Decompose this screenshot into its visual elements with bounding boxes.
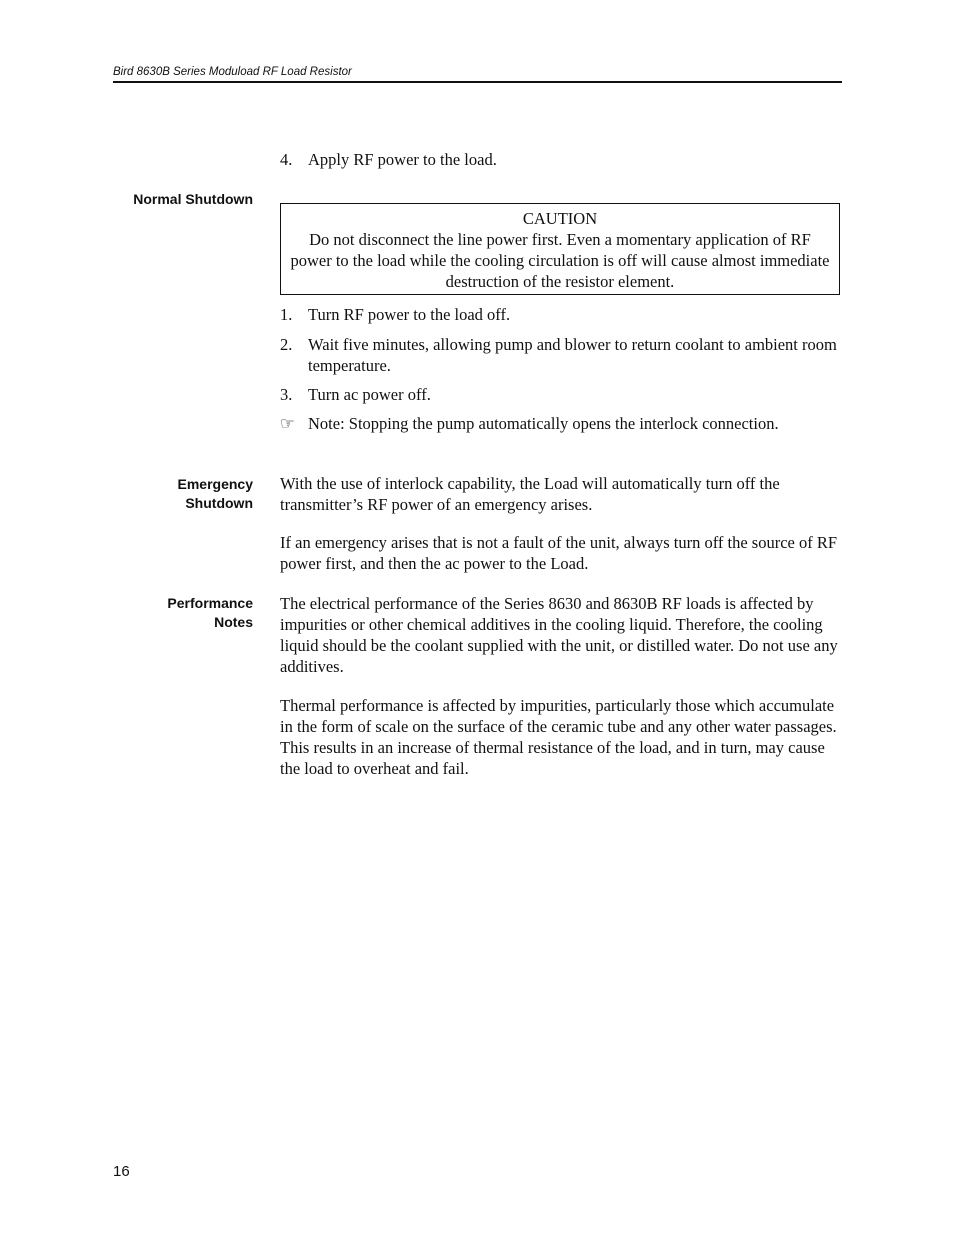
- caution-title: CAUTION: [522, 209, 598, 228]
- caution-box: [280, 203, 840, 295]
- heading-line: Notes: [214, 614, 253, 630]
- performance-paragraph-1: The electrical performance of the Series 8630 and 8630B RF loads is affected by impurities or other chemical additives in the cooling liquid. Therefore, the cooling liquid should be the coolant supplied with the unit, or distilled water. Do not use any additives.: [280, 594, 838, 676]
- step-number: 4.: [280, 150, 293, 169]
- shutdown-step-2: [280, 334, 840, 376]
- step-text: Turn ac power off.: [308, 385, 431, 404]
- performance-notes-heading: [100, 594, 253, 632]
- performance-paragraph-2: Thermal performance is affected by impurities, particularly those which accumulate in the form of scale on the surface of the ceramic tube and any other water passages. This results in an increase of thermal resistance of the load, and in turn, may cause the load to overheat and fail.: [280, 696, 837, 778]
- step-text: Apply RF power to the load.: [308, 150, 497, 169]
- shutdown-step-3: [280, 384, 840, 405]
- startup-step-4: [280, 149, 840, 170]
- emergency-paragraph-1: With the use of interlock capability, the Load will automatically turn off the transmitter’s RF power of an emergency arises.: [280, 474, 780, 514]
- normal-shutdown-heading: Normal Shutdown: [133, 191, 253, 207]
- step-number: 3.: [280, 385, 293, 404]
- shutdown-note: [280, 413, 840, 434]
- step-text: Wait five minutes, allowing pump and blower to return coolant to ambient room temperature.: [308, 335, 837, 375]
- step-number: 1.: [280, 305, 293, 324]
- emergency-shutdown-heading: [100, 475, 253, 513]
- page-number: 16: [113, 1163, 130, 1180]
- heading-line: Shutdown: [185, 495, 253, 511]
- heading-line: Performance: [167, 595, 253, 611]
- note-text: Note: Stopping the pump automatically opens the interlock connection.: [308, 414, 779, 433]
- caution-text: Do not disconnect the line power first. Even a momentary application of RF power to the load while the cooling circulation is off will cause almost immediate destruction of the resistor element.: [290, 230, 830, 291]
- shutdown-step-1: [280, 304, 840, 325]
- emergency-paragraph-2: If an emergency arises that is not a fault of the unit, always turn off the source of RF power first, and then the ac power to the Load.: [280, 533, 838, 573]
- pointing-hand-icon: ☞: [280, 414, 295, 433]
- heading-line: Emergency: [177, 476, 253, 492]
- step-text: Turn RF power to the load off.: [308, 305, 511, 324]
- step-number: 2.: [280, 335, 293, 354]
- running-header: Bird 8630B Series Moduload RF Load Resistor: [113, 66, 842, 83]
